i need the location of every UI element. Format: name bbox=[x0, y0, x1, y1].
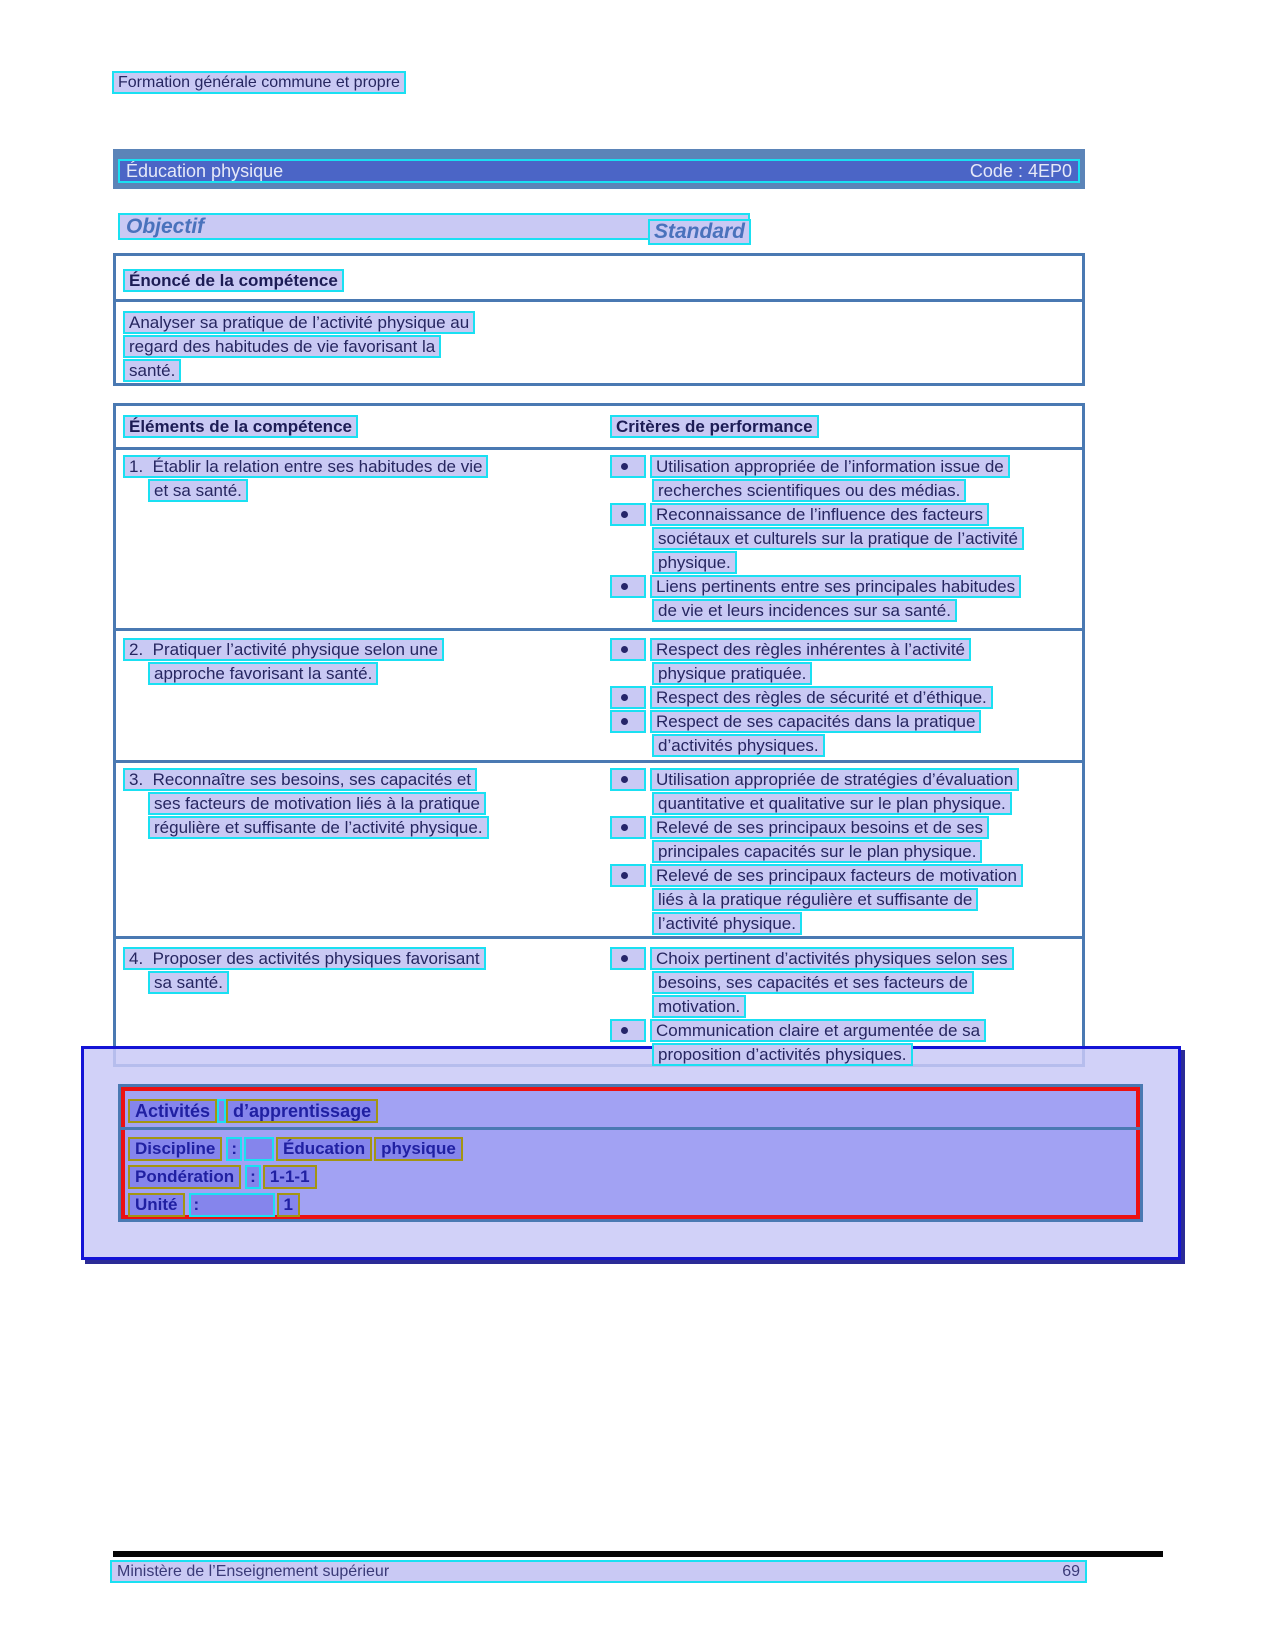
objectif-label: Objectif bbox=[126, 214, 205, 238]
standard-label: Standard bbox=[648, 219, 751, 245]
criteria-line-text: physique. bbox=[652, 551, 737, 574]
criteria-line-text: recherches scientifiques ou des médias. bbox=[652, 479, 966, 502]
bullet-dot-icon bbox=[621, 511, 628, 518]
criteria-line-text: Relevé de ses principaux facteurs de motivation bbox=[650, 864, 1023, 887]
criteria-line-text: Utilisation appropriée de l’information issue de bbox=[650, 455, 1010, 478]
bullet-dot-icon bbox=[621, 463, 628, 470]
element-line-text: et sa santé. bbox=[148, 479, 248, 502]
element-line-text: régulière et suffisante de l’activité physique. bbox=[148, 816, 489, 839]
bullet-dot-icon bbox=[621, 1027, 628, 1034]
subject-title: Éducation physique bbox=[126, 161, 284, 181]
bullet-dot-icon bbox=[621, 718, 628, 725]
activites-row bbox=[128, 1193, 302, 1217]
activites-row-value: Éducation bbox=[276, 1137, 372, 1161]
element-line-text: ses facteurs de motivation liés à la pratique bbox=[148, 792, 486, 815]
criteria-line bbox=[652, 995, 1080, 1018]
criteria-line-text: d’activités physiques. bbox=[652, 734, 825, 757]
element-cell bbox=[123, 768, 593, 840]
course-code: Code : 4EP0 bbox=[969, 161, 1072, 181]
criteria-line-text: quantitative et qualitative sur le plan physique. bbox=[652, 792, 1012, 815]
bullet-dot-icon bbox=[621, 694, 628, 701]
criteria-line-text: sociétaux et culturels sur la pratique de l’activité bbox=[652, 527, 1024, 550]
table-header-divider bbox=[116, 447, 1082, 450]
criteria-line bbox=[610, 710, 1080, 733]
criteria-line-text: Respect des règles inhérentes à l’activité bbox=[650, 638, 971, 661]
element-cell bbox=[123, 638, 593, 686]
criteria-line-text: Utilisation appropriée de stratégies d’évaluation bbox=[650, 768, 1019, 791]
criteria-line-text: l’activité physique. bbox=[652, 912, 802, 935]
criteria-line bbox=[652, 527, 1080, 550]
criteria-line-text: physique pratiquée. bbox=[652, 662, 812, 685]
element-line-text: 3. Reconnaître ses besoins, ses capacités et bbox=[123, 768, 477, 791]
criteria-line-text: Communication claire et argumentée de sa bbox=[650, 1019, 986, 1042]
enonce-line-text: santé. bbox=[123, 359, 181, 382]
criteria-line bbox=[610, 864, 1080, 887]
page-header: Formation générale commune et propre bbox=[112, 71, 406, 94]
element-line bbox=[123, 638, 593, 661]
activites-row-label: Discipline bbox=[128, 1137, 222, 1161]
activites-title-word: Activités bbox=[128, 1099, 217, 1123]
element-line bbox=[123, 455, 593, 478]
criteria-line-text: proposition d’activités physiques. bbox=[652, 1043, 913, 1066]
element-line bbox=[148, 816, 593, 839]
criteria-line bbox=[652, 479, 1080, 502]
criteria-line bbox=[610, 686, 1080, 709]
criteria-line bbox=[652, 792, 1080, 815]
enonce-lines bbox=[123, 311, 475, 383]
col1-header: Éléments de la compétence bbox=[123, 415, 358, 438]
bullet-marker bbox=[610, 455, 646, 478]
bullet-marker bbox=[610, 686, 646, 709]
annotation-overlay-box bbox=[81, 1046, 1181, 1260]
criteria-line bbox=[610, 768, 1080, 791]
activites-row bbox=[128, 1165, 319, 1189]
element-line-text: 1. Établir la relation entre ses habitudes de vie bbox=[123, 455, 488, 478]
criteria-line-text: Liens pertinents entre ses principales habitudes bbox=[650, 575, 1021, 598]
enonce-line bbox=[123, 359, 475, 382]
bullet-dot-icon bbox=[621, 776, 628, 783]
element-line bbox=[123, 947, 593, 970]
activites-row-label: Pondération bbox=[128, 1165, 241, 1189]
colon-box: : bbox=[245, 1165, 261, 1189]
criteria-line bbox=[652, 912, 1080, 935]
enonce-title: Énoncé de la compétence bbox=[123, 269, 344, 292]
criteria-line bbox=[610, 503, 1080, 526]
criteria-line-text: motivation. bbox=[652, 995, 746, 1018]
element-line-text: 2. Pratiquer l’activité physique selon une bbox=[123, 638, 444, 661]
criteria-line-text: liés à la pratique régulière et suffisante de bbox=[652, 888, 978, 911]
enonce-line bbox=[123, 311, 475, 334]
enonce-divider bbox=[116, 299, 1082, 302]
element-cell bbox=[123, 947, 593, 995]
bullet-dot-icon bbox=[621, 824, 628, 831]
competence-table bbox=[113, 403, 1085, 1067]
activites-row bbox=[128, 1137, 465, 1161]
element-line bbox=[123, 768, 593, 791]
activites-row-value: 1-1-1 bbox=[263, 1165, 317, 1189]
bullet-marker bbox=[610, 768, 646, 791]
element-line-text: sa santé. bbox=[148, 971, 229, 994]
activites-row-value: physique bbox=[374, 1137, 463, 1161]
criteria-line bbox=[652, 840, 1080, 863]
criteria-line bbox=[652, 888, 1080, 911]
criteria-line-text: principales capacités sur le plan physique. bbox=[652, 840, 982, 863]
col2-header: Critères de performance bbox=[610, 415, 819, 438]
activites-title-row bbox=[128, 1099, 378, 1123]
enonce-line-text: Analyser sa pratique de l’activité physique au bbox=[123, 311, 475, 334]
criteria-line bbox=[610, 947, 1080, 970]
criteria-line-text: de vie et leurs incidences sur sa santé. bbox=[652, 599, 957, 622]
element-line-text: 4. Proposer des activités physiques favorisant bbox=[123, 947, 486, 970]
element-cell bbox=[123, 455, 593, 503]
criteria-cell bbox=[610, 455, 1080, 623]
colon-wide-box: : bbox=[189, 1193, 275, 1217]
bullet-marker bbox=[610, 575, 646, 598]
criteria-line bbox=[610, 1019, 1080, 1042]
criteria-cell bbox=[610, 768, 1080, 936]
criteria-line bbox=[652, 662, 1080, 685]
element-line bbox=[148, 662, 593, 685]
element-line bbox=[148, 971, 593, 994]
criteria-line bbox=[610, 638, 1080, 661]
bullet-dot-icon bbox=[621, 955, 628, 962]
criteria-line bbox=[652, 599, 1080, 622]
bullet-dot-icon bbox=[621, 646, 628, 653]
criteria-line bbox=[610, 575, 1080, 598]
activites-box bbox=[118, 1084, 1143, 1222]
bullet-marker bbox=[610, 638, 646, 661]
enonce-line bbox=[123, 335, 475, 358]
word-gap-box bbox=[217, 1099, 226, 1123]
criteria-line-text: Choix pertinent d’activités physiques selon ses bbox=[650, 947, 1014, 970]
footer-page-number: 69 bbox=[1062, 1562, 1080, 1580]
element-line bbox=[148, 792, 593, 815]
criteria-line bbox=[610, 455, 1080, 478]
criteria-line-text: besoins, ses capacités et ses facteurs de bbox=[652, 971, 974, 994]
element-line-text: approche favorisant la santé. bbox=[148, 662, 378, 685]
title-bar-highlight bbox=[118, 159, 1080, 183]
footer bbox=[110, 1560, 1087, 1583]
footer-ministry: Ministère de l’Enseignement supérieur bbox=[117, 1562, 390, 1580]
activites-divider bbox=[121, 1127, 1140, 1130]
spacer-box bbox=[244, 1137, 274, 1161]
criteria-line-text: Reconnaissance de l’influence des facteurs bbox=[650, 503, 989, 526]
bullet-marker bbox=[610, 816, 646, 839]
bullet-marker bbox=[610, 710, 646, 733]
criteria-line bbox=[652, 971, 1080, 994]
criteria-line-text: Respect des règles de sécurité et d’éthique. bbox=[650, 686, 993, 709]
bullet-marker bbox=[610, 503, 646, 526]
table-row-divider bbox=[116, 628, 1082, 631]
activites-row-value: 1 bbox=[277, 1193, 300, 1217]
activites-title-word: d’apprentissage bbox=[226, 1099, 378, 1123]
activites-row-label: Unité bbox=[128, 1193, 185, 1217]
bullet-dot-icon bbox=[621, 872, 628, 879]
bullet-marker bbox=[610, 1019, 646, 1042]
criteria-line bbox=[652, 734, 1080, 757]
table-row-divider bbox=[116, 936, 1082, 939]
criteria-line-text: Relevé de ses principaux besoins et de ses bbox=[650, 816, 989, 839]
bullet-dot-icon bbox=[621, 583, 628, 590]
enonce-box bbox=[113, 253, 1085, 386]
footer-rule bbox=[113, 1551, 1163, 1557]
criteria-line-text: Respect de ses capacités dans la pratique bbox=[650, 710, 981, 733]
table-row-divider bbox=[116, 760, 1082, 763]
objectif-standard-strip bbox=[118, 213, 750, 243]
colon-box: : bbox=[226, 1137, 242, 1161]
bullet-marker bbox=[610, 864, 646, 887]
element-line bbox=[148, 479, 593, 502]
bullet-marker bbox=[610, 947, 646, 970]
criteria-line bbox=[610, 816, 1080, 839]
criteria-cell bbox=[610, 638, 1080, 758]
title-bar bbox=[113, 149, 1085, 189]
criteria-line bbox=[652, 551, 1080, 574]
enonce-line-text: regard des habitudes de vie favorisant la bbox=[123, 335, 441, 358]
